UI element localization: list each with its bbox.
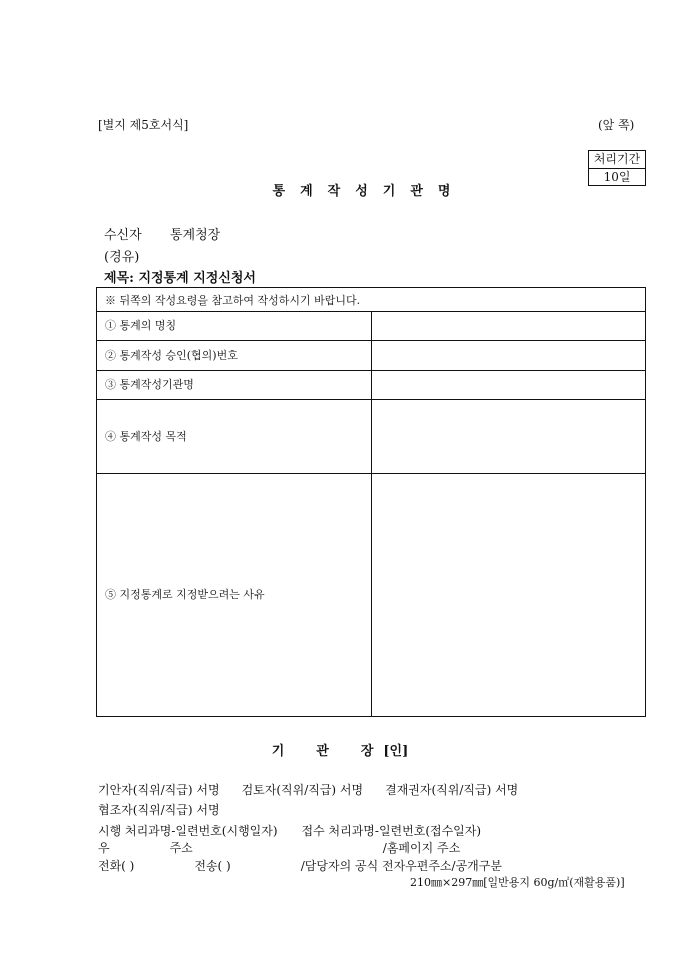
row-label-purpose: ④ 통계작성 목적 [97, 400, 372, 474]
postal: 우 [98, 841, 110, 855]
contact-line [98, 857, 502, 874]
seal-char-1: 기 [271, 744, 285, 759]
row-value-purpose[interactable] [371, 400, 646, 474]
recipient-label: 수신자 [104, 228, 142, 243]
agency-title: 통계작성기관명 [272, 184, 466, 199]
fax: 전송( ) [194, 859, 231, 873]
recipient-line [104, 224, 220, 243]
row-label-agency-name: ③ 통계작성기관명 [97, 371, 372, 400]
page-side-label: (앞 쪽) [598, 118, 635, 132]
paper-spec: 210㎜×297㎜[일반용지 60g/㎡(재활용품)] [410, 876, 625, 889]
via-line: (경유) [104, 250, 140, 265]
row-value-agency-name[interactable] [371, 371, 646, 400]
processing-period-label: 처리기간 [593, 152, 641, 166]
seal-char-2: 관 [316, 744, 329, 759]
cooperator: 협조자(직위/직급) 서명 [98, 803, 220, 817]
homepage: /홈페이지 주소 [382, 841, 461, 855]
row-value-statistic-name[interactable] [371, 312, 646, 341]
row-label-approval-number: ② 통계작성 승인(협의)번호 [97, 341, 372, 371]
phone: 전화( ) [98, 859, 135, 873]
signers-line [98, 781, 518, 798]
processing-period-value: 10일 [589, 168, 645, 185]
approver: 결재권자(직위/직급) 서명 [385, 783, 519, 797]
enforcement: 시행 처리과명-일련번호(시행일자) [98, 824, 278, 838]
recipient-value: 통계청장 [170, 228, 221, 243]
address-line [98, 839, 460, 856]
row-value-reason[interactable] [371, 474, 646, 717]
email: /담당자의 공식 전자우편주소/공개구분 [300, 859, 502, 873]
seal-char-3: 장 [360, 744, 374, 759]
seal-stamp: [인] [383, 744, 409, 759]
receipt: 접수 처리과명-일련번호(접수일자) [301, 824, 482, 838]
agency-head-seal-line [0, 740, 680, 759]
drafter: 기안자(직위/직급) 서명 [98, 783, 220, 797]
enforcement-receipt-line [98, 822, 481, 839]
application-table [96, 287, 646, 717]
row-label-statistic-name: ① 통계의 명칭 [97, 312, 372, 341]
form-number: [별지 제5호서식] [98, 118, 189, 132]
row-value-approval-number[interactable] [371, 341, 646, 371]
address: 주소 [169, 841, 193, 855]
row-label-reason: ⑤ 지정통계로 지정받으려는 사유 [97, 474, 372, 717]
reviewer: 검토자(직위/직급) 서명 [241, 783, 364, 797]
table-note: ※ 뒤쪽의 작성요령을 참고하여 작성하시기 바랍니다. [97, 288, 646, 312]
subject-line: 제목: 지정통계 지정신청서 [104, 271, 256, 286]
